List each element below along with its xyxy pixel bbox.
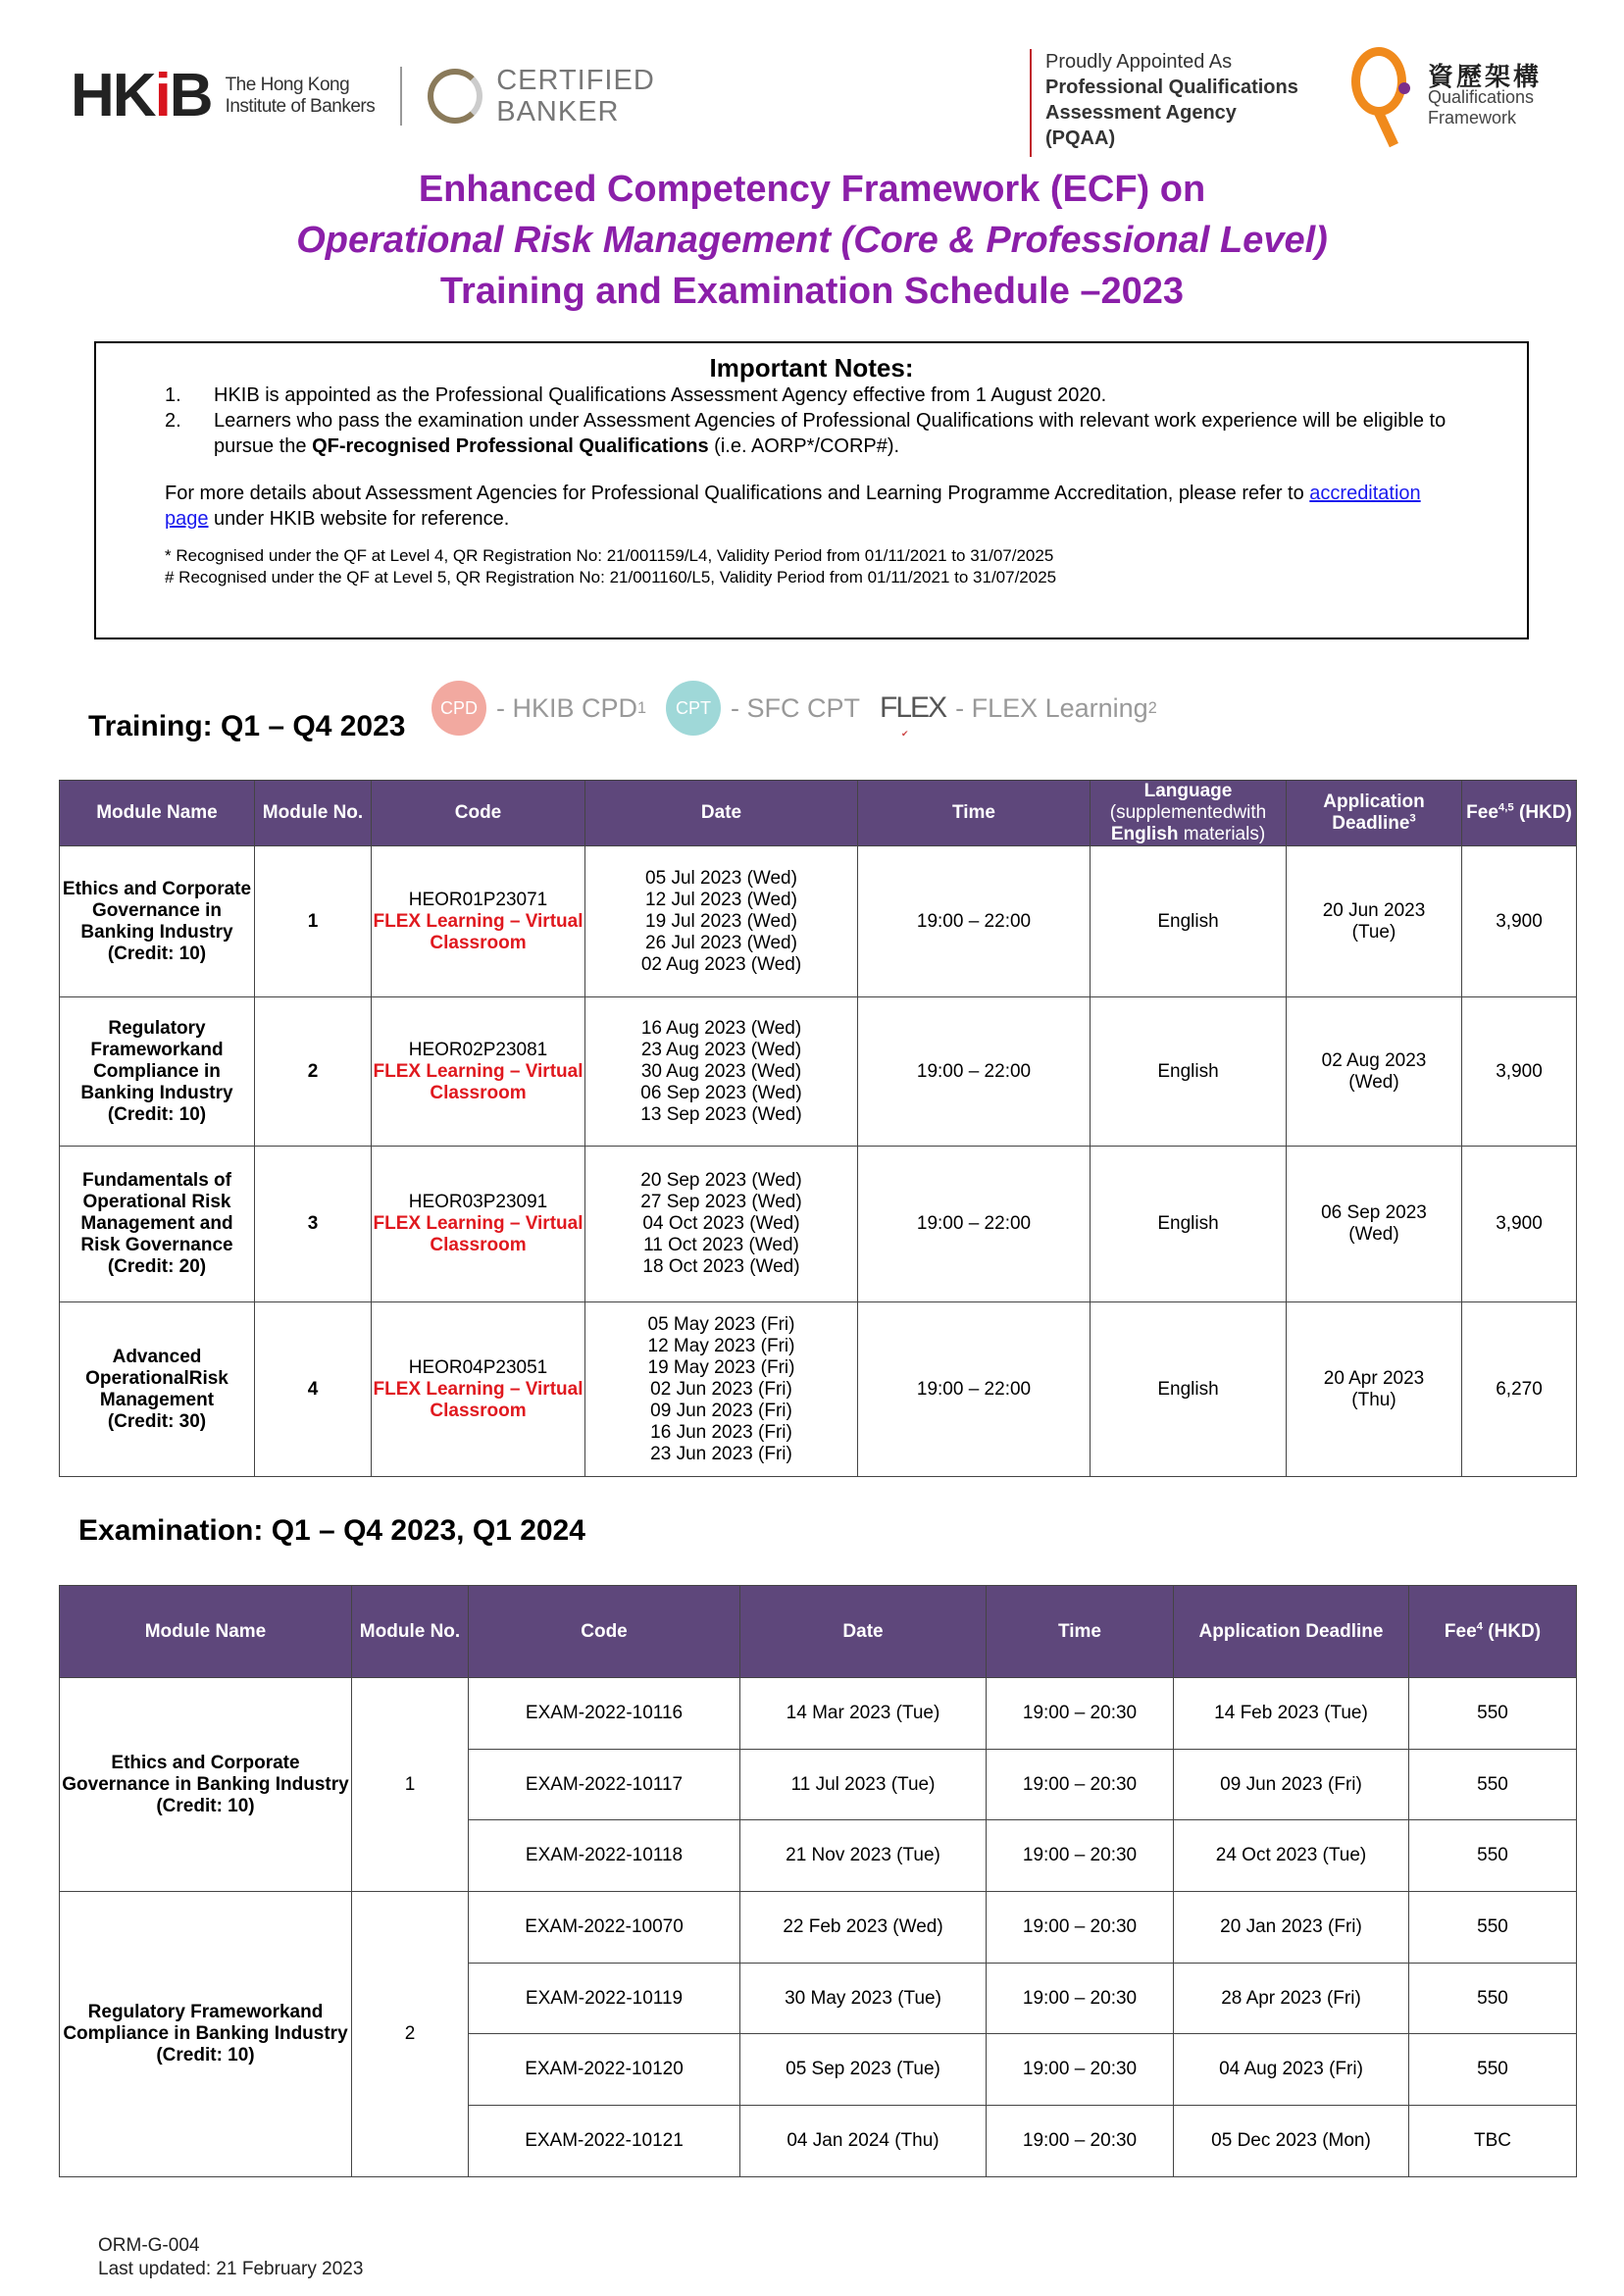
col-header: Application Deadline$^3$	[1287, 781, 1462, 846]
fee-unit: (HKD)	[1488, 1620, 1542, 1642]
course-code: HEOR02P23081	[408, 1039, 548, 1060]
hkib-logo	[71, 61, 655, 130]
lang-sub-bold: English	[1110, 824, 1179, 844]
session-date: 16 Jun 2023 (Fri)	[650, 1421, 792, 1443]
deadline-head: Application Deadline	[1323, 791, 1425, 834]
delivery-mode: FLEX Learning – Virtual Classroom	[373, 910, 584, 953]
date-cell	[585, 1302, 858, 1477]
module-no: 3	[255, 1147, 372, 1302]
language-cell: English	[1091, 846, 1287, 997]
exam-deadline: 20 Jan 2023 (Fri)	[1174, 1892, 1409, 1964]
exam-date: 05 Sep 2023 (Tue)	[740, 2034, 987, 2106]
module-no: 4	[255, 1302, 372, 1477]
title-line-2: Operational Risk Management (Core & Professional Level)	[296, 220, 1328, 261]
exam-code: EXAM-2022-10118	[469, 1820, 740, 1892]
session-date: 04 Oct 2023 (Wed)	[642, 1213, 800, 1234]
more-text: under HKIB website for reference.	[208, 508, 510, 530]
session-date: 19 Jul 2023 (Wed)	[645, 910, 797, 932]
session-date: 16 Aug 2023 (Wed)	[640, 1017, 802, 1039]
exam-deadline: 14 Feb 2023 (Tue)	[1174, 1678, 1409, 1750]
deadline-day: (Thu)	[1351, 1389, 1396, 1410]
exam-deadline: 04 Aug 2023 (Fri)	[1174, 2034, 1409, 2106]
time-cell: 19:00 – 22:00	[858, 1302, 1091, 1477]
doc-code: ORM-G-004	[98, 2235, 200, 2256]
module-credit: (Credit: 10)	[156, 2044, 255, 2066]
fee-head: Fee	[1444, 1620, 1477, 1642]
exam-fee: 550	[1409, 1820, 1577, 1892]
exam-time: 19:00 – 20:30	[987, 1892, 1174, 1964]
module-name: Regulatory Frameworkand Compliance in Banking Industry	[80, 1017, 233, 1103]
session-date: 11 Oct 2023 (Wed)	[643, 1235, 799, 1255]
session-date: 05 Jul 2023 (Wed)	[645, 867, 797, 889]
cpt-icon: CPT	[666, 681, 721, 736]
table-row	[60, 1147, 1577, 1302]
date-cell	[585, 997, 858, 1147]
exam-deadline: 28 Apr 2023 (Fri)	[1174, 1963, 1409, 2034]
fee-unit: (HKD)	[1519, 802, 1572, 823]
col-header: Time	[858, 781, 1091, 846]
language-cell: English	[1091, 997, 1287, 1147]
session-date: 12 Jul 2023 (Wed)	[645, 889, 797, 910]
course-code: HEOR03P23091	[408, 1192, 548, 1212]
session-date: 12 May 2023 (Fri)	[647, 1335, 795, 1356]
deadline-cell	[1287, 997, 1462, 1147]
training-heading: Training: Q1 – Q4 2023	[88, 710, 406, 742]
date-cell	[585, 1147, 858, 1302]
legend-label: - HKIB CPD	[496, 692, 638, 723]
session-date: 18 Oct 2023 (Wed)	[642, 1256, 800, 1277]
session-date: 02 Jun 2023 (Fri)	[650, 1378, 792, 1400]
exam-time: 19:00 – 20:30	[987, 1749, 1174, 1820]
note-item	[165, 383, 1458, 408]
language-cell: English	[1091, 1147, 1287, 1302]
col-header: Code	[469, 1586, 740, 1678]
session-date: 26 Jul 2023 (Wed)	[645, 932, 797, 953]
module-credit: (Credit: 30)	[107, 1410, 207, 1432]
col-header: Code	[372, 781, 585, 846]
col-header: Module No.	[352, 1586, 469, 1678]
fee-cell: 3,900	[1462, 997, 1577, 1147]
session-date: 30 Aug 2023 (Wed)	[640, 1060, 802, 1082]
exam-deadline: 09 Jun 2023 (Fri)	[1174, 1749, 1409, 1820]
exam-fee: 550	[1409, 2034, 1577, 2106]
table-row	[60, 846, 1577, 997]
logo-divider	[400, 67, 402, 126]
qf-mark-icon	[1344, 43, 1422, 151]
note-text: Learners who pass the examination under Assessment Agencies of Professional Qualifications with relevant work experience will be eligible to pursue the	[214, 410, 1446, 457]
cb-line: CERTIFIED	[496, 64, 655, 96]
exam-deadline: 05 Dec 2023 (Mon)	[1174, 2106, 1409, 2177]
exam-table	[59, 1585, 1577, 2177]
module-credit: (Credit: 10)	[107, 943, 207, 964]
exam-date: 11 Jul 2023 (Tue)	[740, 1749, 987, 1820]
session-date: 06 Sep 2023 (Wed)	[640, 1082, 802, 1103]
exam-date: 14 Mar 2023 (Tue)	[740, 1678, 987, 1750]
col-header	[1091, 781, 1287, 846]
code-cell	[372, 997, 585, 1147]
exam-date: 22 Feb 2023 (Wed)	[740, 1892, 987, 1964]
exam-code: EXAM-2022-10119	[469, 1963, 740, 2034]
exam-date: 21 Nov 2023 (Tue)	[740, 1820, 987, 1892]
exam-fee: 550	[1409, 1963, 1577, 2034]
time-cell: 19:00 – 22:00	[858, 846, 1091, 997]
deadline-date: 20 Jun 2023	[1322, 899, 1426, 921]
module-name: Regulatory Frameworkand Compliance in Banking Industry	[63, 2001, 348, 2044]
exam-fee: 550	[1409, 1892, 1577, 1964]
fee-head: Fee	[1466, 802, 1498, 823]
session-date: 09 Jun 2023 (Fri)	[650, 1400, 792, 1421]
legend-label: - SFC CPT	[731, 692, 861, 723]
exam-code: EXAM-2022-10116	[469, 1678, 740, 1750]
exam-code: EXAM-2022-10117	[469, 1749, 740, 1820]
fee-cell: 3,900	[1462, 846, 1577, 997]
table-header	[60, 1586, 1577, 1678]
session-date: 20 Sep 2023 (Wed)	[640, 1170, 802, 1191]
exam-time: 19:00 – 20:30	[987, 1678, 1174, 1750]
note-number: 1.	[165, 384, 181, 406]
col-header: Fee$^4$ (HKD)	[1409, 1586, 1577, 1678]
session-date: 23 Aug 2023 (Wed)	[640, 1039, 802, 1060]
session-date: 19 May 2023 (Fri)	[647, 1356, 795, 1378]
session-date: 27 Sep 2023 (Wed)	[640, 1192, 802, 1212]
legend-label: - FLEX Learning	[955, 692, 1148, 723]
code-cell	[372, 1302, 585, 1477]
notes-heading: Important Notes:	[709, 353, 914, 383]
exam-date: 30 May 2023 (Tue)	[740, 1963, 987, 2034]
exam-time: 19:00 – 20:30	[987, 2106, 1174, 2177]
language-cell: English	[1091, 1302, 1287, 1477]
course-code: HEOR01P23071	[408, 889, 548, 910]
certified-banker-icon	[428, 69, 482, 124]
module-no: 1	[255, 846, 372, 997]
lang-head: Language	[1143, 781, 1233, 801]
module-no: 1	[352, 1678, 469, 1892]
session-date: 02 Aug 2023 (Wed)	[640, 953, 802, 975]
pqaa-line: Proudly Appointed As	[1045, 51, 1233, 73]
module-name: Ethics and Corporate Governance in Banking Industry	[62, 1752, 349, 1795]
exam-fee: 550	[1409, 1749, 1577, 1820]
module-name-cell	[60, 846, 255, 997]
col-header: Module Name	[60, 781, 255, 846]
note-text: HKIB is appointed as the Professional Qualifications Assessment Agency effective from 1 August 2020.	[214, 384, 1107, 406]
note-item	[165, 408, 1458, 459]
qf-logo	[1344, 43, 1542, 151]
flex-learning-icon: FLEX ✔	[880, 691, 946, 739]
pqaa-line: (PQAA)	[1045, 128, 1116, 149]
important-notes	[94, 341, 1529, 639]
col-header: Module No.	[255, 781, 372, 846]
module-credit: (Credit: 10)	[107, 1103, 207, 1125]
exam-time: 19:00 – 20:30	[987, 1963, 1174, 2034]
col-header: Time	[987, 1586, 1174, 1678]
training-legend: CPD - HKIB CPD 1 CPT - SFC CPT FLEX ✔ - FLEX Learning 2	[431, 681, 1157, 736]
code-cell	[372, 846, 585, 997]
qf-en: Qualifications	[1428, 86, 1535, 107]
exam-time: 19:00 – 20:30	[987, 1820, 1174, 1892]
fee-cell: 6,270	[1462, 1302, 1577, 1477]
module-name-cell	[60, 1147, 255, 1302]
module-name-cell	[60, 1678, 352, 1892]
table-header	[60, 781, 1577, 846]
col-header: Date	[585, 781, 858, 846]
cb-line: BANKER	[496, 95, 620, 128]
module-name: Advanced OperationalRisk Management	[85, 1346, 228, 1410]
exam-code: EXAM-2022-10070	[469, 1892, 740, 1964]
pqaa-line: Assessment Agency	[1045, 102, 1237, 124]
module-name: Ethics and Corporate Governance in Banking Industry	[62, 878, 252, 943]
delivery-mode: FLEX Learning – Virtual Classroom	[373, 1060, 584, 1103]
pqaa-line: Professional Qualifications	[1045, 77, 1298, 98]
exam-deadline: 24 Oct 2023 (Tue)	[1174, 1820, 1409, 1892]
course-code: HEOR04P23051	[408, 1356, 548, 1378]
deadline-date: 20 Apr 2023	[1323, 1367, 1425, 1389]
time-cell: 19:00 – 22:00	[858, 997, 1091, 1147]
note-number: 2.	[165, 410, 181, 432]
deadline-date: 06 Sep 2023	[1321, 1202, 1427, 1223]
fee-cell: 3,900	[1462, 1147, 1577, 1302]
table-row	[60, 1302, 1577, 1477]
exam-code: EXAM-2022-10120	[469, 2034, 740, 2106]
pqaa-badge	[1030, 49, 1298, 157]
footnote: * Recognised under the QF at Level 4, QR Registration No: 21/001159/L4, Validity Period from 01/11/2021 to 31/07/2025	[165, 546, 1054, 565]
module-credit: (Credit: 10)	[156, 1795, 255, 1816]
exam-fee: 550	[1409, 1678, 1577, 1750]
deadline-day: (Tue)	[1351, 921, 1396, 943]
deadline-day: (Wed)	[1348, 1071, 1399, 1093]
qf-en: Framework	[1428, 107, 1517, 128]
hkib-sub-line: The Hong Kong	[225, 74, 350, 95]
title-line-3: Training and Examination Schedule –2023	[439, 271, 1185, 312]
flex-logo-text: FLEX	[880, 691, 946, 724]
deadline-cell	[1287, 1302, 1462, 1477]
deadline-cell	[1287, 846, 1462, 997]
lang-sub: materials)	[1178, 824, 1266, 844]
session-date: 13 Sep 2023 (Wed)	[640, 1103, 802, 1125]
table-row	[60, 1678, 1577, 1750]
module-credit: (Credit: 20)	[107, 1256, 207, 1277]
lang-sub: (supplementedwith	[1109, 802, 1267, 823]
last-updated: Last updated: 21 February 2023	[98, 2259, 364, 2279]
exam-code: EXAM-2022-10121	[469, 2106, 740, 2177]
accreditation-page-link[interactable]: accreditation page	[165, 483, 1421, 530]
delivery-mode: FLEX Learning – Virtual Classroom	[373, 1378, 584, 1421]
hkib-sub-line: Institute of Bankers	[225, 95, 376, 117]
module-name-cell	[60, 1892, 352, 2177]
training-table	[59, 780, 1577, 1477]
delivery-mode: FLEX Learning – Virtual Classroom	[373, 1213, 584, 1255]
session-date: 23 Jun 2023 (Fri)	[650, 1443, 792, 1464]
time-cell: 19:00 – 22:00	[858, 1147, 1091, 1302]
module-no: 2	[352, 1892, 469, 2177]
note-text: (i.e. AORP*/CORP#).	[708, 435, 900, 457]
exam-heading: Examination: Q1 – Q4 2023, Q1 2024	[78, 1514, 585, 1547]
table-row	[60, 997, 1577, 1147]
more-text: For more details about Assessment Agencies for Professional Qualifications and Learning Programme Accreditation, please refer to	[165, 483, 1310, 504]
footer	[98, 2234, 363, 2281]
qf-zh: 資歷架構	[1428, 61, 1543, 91]
deadline-day: (Wed)	[1348, 1224, 1399, 1245]
date-cell	[585, 846, 858, 997]
deadline-date: 02 Aug 2023	[1321, 1049, 1427, 1071]
module-name-cell	[60, 997, 255, 1147]
col-header: Date	[740, 1586, 987, 1678]
table-row	[60, 1892, 1577, 1964]
module-no: 2	[255, 997, 372, 1147]
module-name-cell	[60, 1302, 255, 1477]
deadline-cell	[1287, 1147, 1462, 1302]
code-cell	[372, 1147, 585, 1302]
module-name: Fundamentals of Operational Risk Management and Risk Governance	[80, 1170, 233, 1255]
footnote: # Recognised under the QF at Level 5, QR Registration No: 21/001160/L5, Validity Period from 01/11/2021 to 31/07/2025	[165, 568, 1057, 587]
title-line-1: Enhanced Competency Framework (ECF) on	[418, 169, 1206, 210]
col-header: Application Deadline	[1174, 1586, 1409, 1678]
session-date: 05 May 2023 (Fri)	[647, 1313, 795, 1335]
exam-time: 19:00 – 20:30	[987, 2034, 1174, 2106]
exam-fee: TBC	[1409, 2106, 1577, 2177]
hkib-wordmark: HKiB	[71, 62, 212, 129]
exam-date: 04 Jan 2024 (Thu)	[740, 2106, 987, 2177]
col-header: Fee$^{4,5}$ (HKD)	[1462, 781, 1577, 846]
cpd-icon: CPD	[431, 681, 486, 736]
note-bold: QF-recognised Professional Qualifications	[312, 435, 709, 457]
col-header: Module Name	[60, 1586, 352, 1678]
